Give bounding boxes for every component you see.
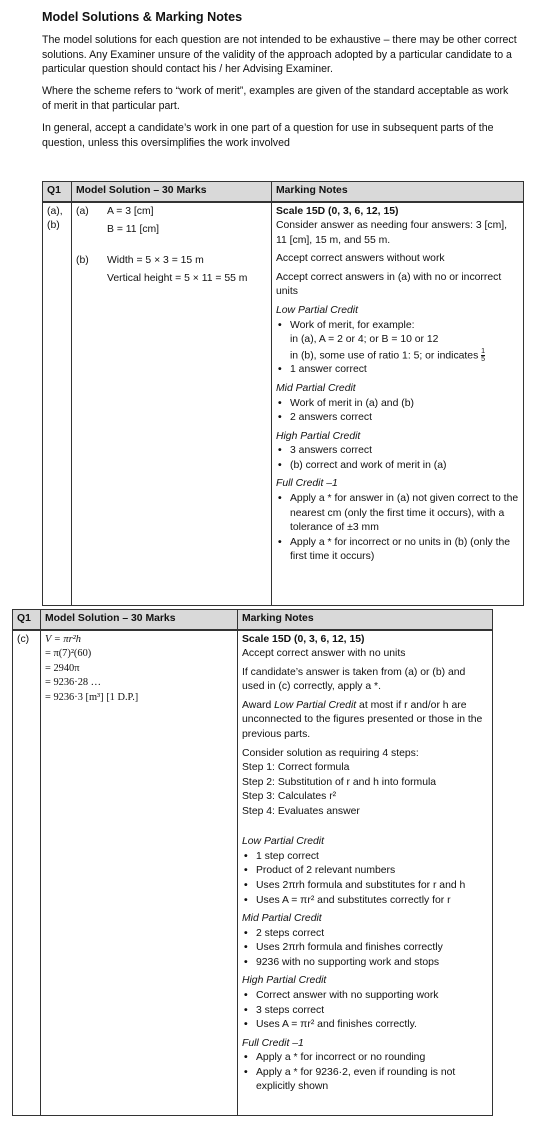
header-solution: Model Solution – 30 Marks bbox=[41, 610, 238, 630]
intro-paragraph-2: Where the scheme refers to “work of merit”, examples are given of the standard acceptable as work of merit in that particular part. bbox=[42, 85, 509, 112]
header-notes: Marking Notes bbox=[272, 182, 524, 202]
credit-heading: Mid Partial Credit bbox=[276, 383, 356, 394]
list-item: • 9236 with no supporting work and stops bbox=[256, 956, 488, 971]
note: Consider answer as needing four answers: 3 [cm], 11 [cm], 15 m, and 55 m. bbox=[276, 220, 508, 246]
list-item: • Apply a * for answer in (a) not given correct to the nearest cm (only the first time it occurs), with a tolerance of ±3 mm bbox=[290, 492, 519, 536]
credit-heading: Low Partial Credit bbox=[242, 836, 325, 848]
list-item: • Correct answer with no supporting work bbox=[256, 989, 488, 1004]
solution-line: = 9236·3 [m³] [1 D.P.] bbox=[45, 691, 139, 703]
note: Accept correct answers without work bbox=[276, 253, 445, 265]
credit-heading: Full Credit –1 bbox=[276, 478, 338, 490]
step-line: Step 1: Correct formula bbox=[242, 762, 350, 774]
solution-line: Vertical height = 5 × 11 = 55 m bbox=[107, 273, 248, 285]
list-item: • Uses 2πrh formula and finishes correctly bbox=[256, 941, 488, 956]
header-q: Q1 bbox=[13, 610, 41, 630]
page-title: Model Solutions & Marking Notes bbox=[42, 10, 243, 24]
note: If candidate’s answer is taken from (a) or (b) and used in (c) correctly, apply a *. bbox=[242, 666, 466, 693]
notes-cell bbox=[272, 202, 524, 606]
scale-label: Scale 15D (0, 3, 6, 12, 15) bbox=[242, 633, 365, 645]
list-item: • Uses A = πr² and finishes correctly. bbox=[256, 1018, 488, 1033]
solution-line: = 9236·28 … bbox=[45, 677, 102, 689]
list-item: • Apply a * for incorrect or no units in (b) (only the first time it occurs) bbox=[290, 536, 519, 565]
header-solution: Model Solution – 30 Marks bbox=[72, 182, 272, 202]
credit-heading: Mid Partial Credit bbox=[242, 913, 322, 925]
notes-cell bbox=[238, 630, 493, 1116]
intro-paragraph-1: The model solutions for each question are not intended to be exhaustive – there may be other correct solutions. Any Examiner unsure of the validity of the approach adopted by a particular candidate to a particular question should contact his / her Advising Examiner. bbox=[42, 34, 517, 76]
credit-heading: High Partial Credit bbox=[242, 975, 327, 987]
solution-line: V = πr²h bbox=[45, 633, 81, 645]
solution-line: B = 11 [cm] bbox=[107, 224, 160, 236]
list-item: • 1 answer correct bbox=[290, 363, 519, 378]
step-line: Step 4: Evaluates answer bbox=[242, 805, 360, 817]
solution-line: A = 3 [cm] bbox=[107, 205, 154, 217]
list-item: • Work of merit in (a) and (b) bbox=[290, 397, 519, 412]
intro-paragraph-3: In general, accept a candidate’s work in one part of a question for use in subsequent parts of the question, unless this oversimplifies the work involved bbox=[42, 122, 494, 149]
step-line: Step 3: Calculates r² bbox=[242, 791, 337, 803]
list-item: • Uses 2πrh formula and substitutes for r and h bbox=[256, 879, 488, 894]
header-notes: Marking Notes bbox=[238, 610, 493, 630]
list-item: • Work of merit, for example: in (a), A = 2 or 4; or B = 10 or 12 in (b), some use of ratio 1: 5; or indicates $\frac{1}{5}$ bbox=[290, 319, 519, 364]
list-item: • Product of 2 relevant numbers bbox=[256, 864, 488, 879]
note: Award Low Partial Credit at most if r and/or h are unconnected to the figures presented or those in the previous parts. bbox=[242, 699, 483, 740]
solution-line: Width = 5 × 3 = 15 m bbox=[107, 254, 204, 266]
credit-heading: Low Partial Credit bbox=[276, 304, 359, 316]
part-a-label: (a) bbox=[76, 205, 89, 217]
part-label: (a), (b) bbox=[43, 202, 72, 606]
list-item: • (b) correct and work of merit in (a) bbox=[290, 459, 519, 474]
list-item: • 3 steps correct bbox=[256, 1004, 488, 1019]
fraction: $\frac{1}{5}$ bbox=[481, 347, 486, 363]
solution-line: = 2940π bbox=[45, 662, 80, 674]
part-b-label: (b) bbox=[76, 254, 89, 266]
list-item: • 3 answers correct bbox=[290, 444, 519, 459]
list-item: • Uses A = πr² and substitutes correctly for r bbox=[256, 894, 488, 909]
note: Accept correct answers in (a) with no or incorrect units bbox=[276, 271, 502, 298]
list-item: • Apply a * for incorrect or no rounding bbox=[256, 1051, 488, 1066]
step-line: Step 2: Substitution of r and h into formula bbox=[242, 776, 437, 788]
marking-table-q1c bbox=[12, 609, 493, 1116]
solution-cell bbox=[41, 630, 238, 1116]
solution-cell bbox=[72, 202, 272, 606]
list-item: • 1 step correct bbox=[256, 850, 488, 865]
credit-heading: Full Credit –1 bbox=[242, 1037, 304, 1049]
note: Accept correct answer with no units bbox=[242, 648, 406, 660]
marking-table-q1ab bbox=[42, 181, 524, 606]
header-q: Q1 bbox=[43, 182, 72, 202]
list-item: • 2 answers correct bbox=[290, 411, 519, 426]
scale-label: Scale 15D (0, 3, 6, 12, 15) bbox=[276, 205, 399, 217]
list-item: • 2 steps correct bbox=[256, 927, 488, 942]
credit-heading: High Partial Credit bbox=[276, 430, 361, 442]
part-label: (c) bbox=[13, 630, 41, 1116]
solution-line: = π(7)²(60) bbox=[45, 648, 92, 660]
note: Consider solution as requiring 4 steps: bbox=[242, 747, 419, 759]
list-item: • Apply a * for 9236·2, even if rounding is not explicitly shown bbox=[256, 1066, 488, 1095]
